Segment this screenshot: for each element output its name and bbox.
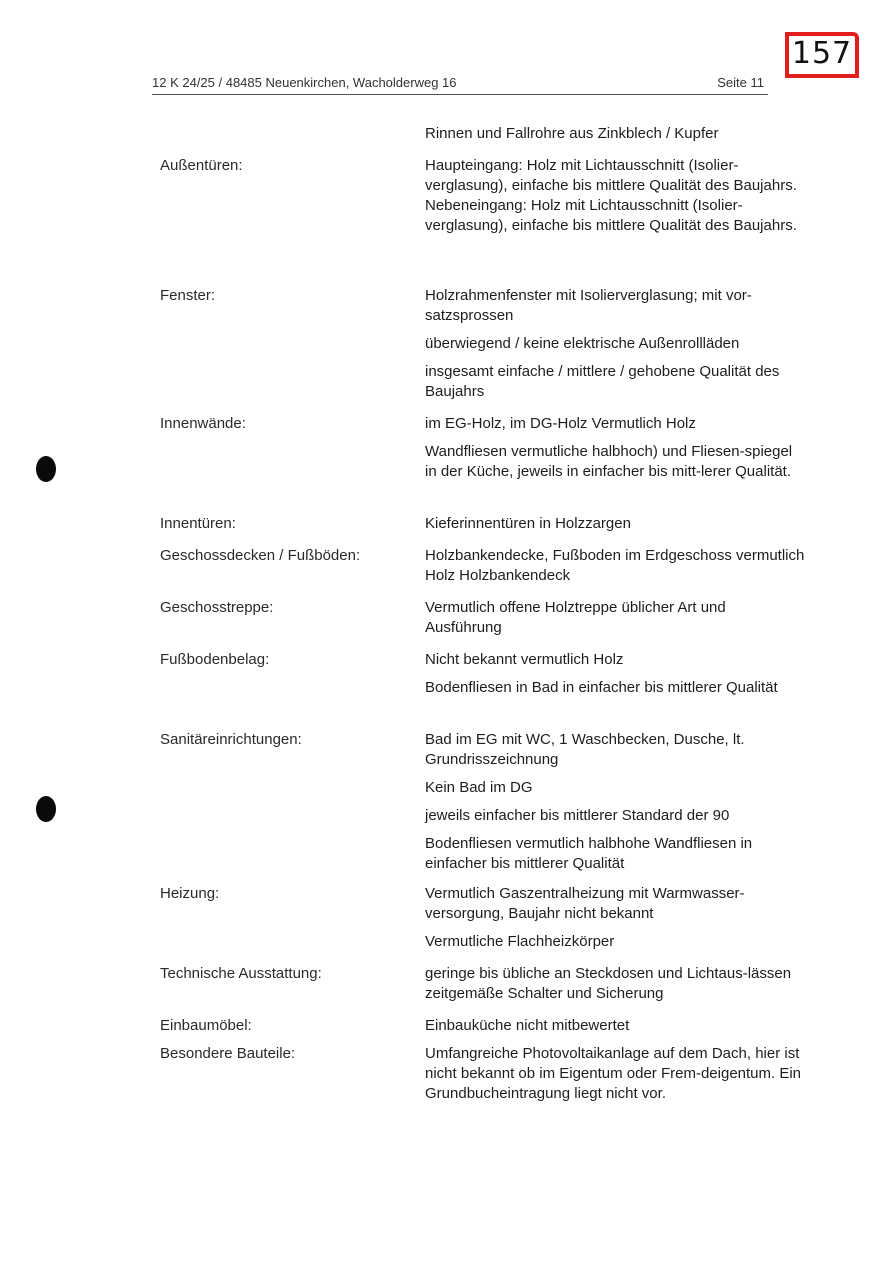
spec-label: Fußbodenbelag:	[160, 651, 270, 668]
spec-value	[425, 546, 805, 586]
spec-value-line: Nicht bekannt vermutlich Holz	[425, 651, 624, 668]
spec-value-line: Vermutliche Flachheizkörper	[425, 933, 615, 950]
spec-value-line: Umfangreiche Photovoltaikanlage auf dem Dach, hier ist nicht bekannt ob im Eigentum oder Frem-deigentum. Ein Grundbucheintragung liegt nicht vor.	[425, 1045, 802, 1102]
spec-label: Innentüren:	[160, 515, 236, 532]
spec-value	[425, 156, 805, 236]
spec-value-line: Kein Bad im DG	[425, 779, 533, 796]
page-number-stamp-text: 157	[791, 36, 853, 71]
spec-value-line: jeweils einfacher bis mittlerer Standard der 90	[425, 807, 730, 824]
spec-label: Außentüren:	[160, 157, 243, 174]
spec-label: Heizung:	[160, 885, 220, 902]
spec-value-line: Wandfliesen vermutliche halbhoch) und Fliesen-spiegel in der Küche, jeweils in einfacher bis mitt-lerer Qualität.	[425, 443, 793, 480]
spec-value-line: Haupteingang: Holz mit Lichtausschnitt (Isolier-verglasung), einfache bis mittlere Qualität des Baujahrs. Nebeneingang: Holz mit Lichtausschnitt (Isolier-verglasung), einfache bis mittlere Qualität des Baujahrs.	[425, 157, 797, 234]
spec-value	[425, 884, 805, 952]
spec-label: Besondere Bauteile:	[160, 1045, 296, 1062]
spec-label: Technische Ausstattung:	[160, 965, 322, 982]
spec-label: Einbaumöbel:	[160, 1017, 252, 1034]
spec-value-line: Bad im EG mit WC, 1 Waschbecken, Dusche, lt. Grundrisszeichnung	[425, 731, 745, 768]
spec-value-line: Holzrahmenfenster mit Isolierverglasung; mit vor-satzsprossen	[425, 287, 752, 324]
punch-hole-top	[36, 456, 56, 482]
spec-value-line: Rinnen und Fallrohre aus Zinkblech / Kupfer	[425, 125, 719, 142]
spec-value-line: geringe bis übliche an Steckdosen und Lichtaus-lässen zeitgemäße Schalter und Sicherung	[425, 965, 792, 1002]
punch-hole-bottom	[36, 796, 56, 822]
page-header	[152, 74, 768, 95]
spec-value	[425, 650, 805, 698]
spec-label: Innenwände:	[160, 415, 246, 432]
spec-value	[425, 286, 805, 402]
header-page-number: Seite 11	[717, 75, 764, 90]
spec-value-line: Bodenfliesen in Bad in einfacher bis mittlerer Qualität	[425, 679, 778, 696]
spec-label: Geschosstreppe:	[160, 599, 274, 616]
spec-value-line: Kieferinnentüren in Holzzargen	[425, 515, 631, 532]
spec-value	[425, 730, 805, 874]
header-case-reference: 12 K 24/25 / 48485 Neuenkirchen, Wacholderweg 16	[152, 75, 457, 90]
spec-value-line: Holzbankendecke, Fußboden im Erdgeschoss vermutlich Holz Holzbankendeck	[425, 547, 805, 584]
spec-value-line: im EG-Holz, im DG-Holz Vermutlich Holz	[425, 415, 696, 432]
spec-value	[425, 414, 805, 482]
spec-value-line: Einbauküche nicht mitbewertet	[425, 1017, 630, 1034]
spec-value	[425, 514, 805, 534]
spec-label: Sanitäreinrichtungen:	[160, 731, 302, 748]
spec-value-line: Bodenfliesen vermutlich halbhohe Wandfliesen in einfacher bis mittlerer Qualität	[425, 835, 753, 872]
spec-value-line: überwiegend / keine elektrische Außenrollläden	[425, 335, 740, 352]
spec-value	[425, 1016, 805, 1036]
spec-value-line: Vermutlich Gaszentralheizung mit Warmwasser-versorgung, Baujahr nicht bekannt	[425, 885, 745, 922]
spec-value-line: insgesamt einfache / mittlere / gehobene Qualität des Baujahrs	[425, 363, 780, 400]
spec-value	[425, 124, 805, 144]
spec-value-line: Vermutlich offene Holztreppe üblicher Art und Ausführung	[425, 599, 726, 636]
spec-value	[425, 598, 805, 638]
spec-label: Fenster:	[160, 287, 216, 304]
spec-label: Geschossdecken / Fußböden:	[160, 547, 361, 564]
spec-value	[425, 1044, 805, 1104]
spec-value	[425, 964, 805, 1004]
